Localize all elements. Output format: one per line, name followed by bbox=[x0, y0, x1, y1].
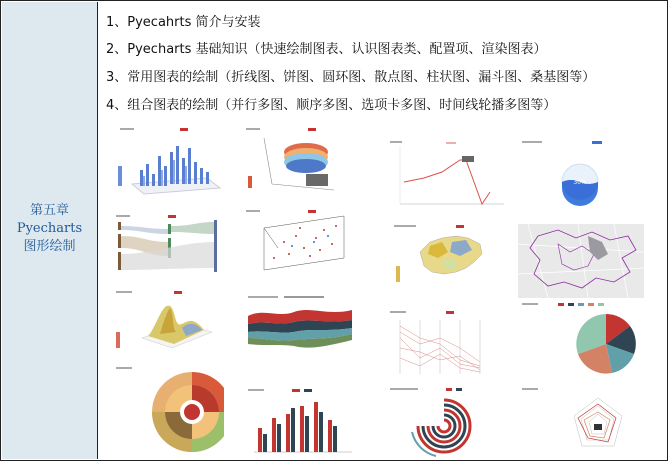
sankey-thumbnail bbox=[112, 212, 224, 282]
theme-river-thumbnail bbox=[244, 294, 356, 358]
surface-peak-thumbnail bbox=[112, 288, 224, 360]
chapter-library: Pyecharts bbox=[16, 221, 83, 236]
radar-thumbnail bbox=[518, 386, 638, 458]
item-intro: 1、Pyecahrts 简介与安装 bbox=[106, 15, 261, 30]
surface3d-thumbnail bbox=[244, 126, 354, 196]
parallel-thumbnail bbox=[386, 308, 498, 382]
item-combo-charts: 4、组合图表的绘制（并行多图、顺序多图、选项卡多图、时间线轮播多图等） bbox=[106, 98, 557, 113]
bar3d-thumbnail bbox=[112, 126, 222, 196]
chapter-cell bbox=[2, 2, 98, 459]
geo-map-thumbnail bbox=[518, 224, 644, 298]
content-cell bbox=[98, 2, 667, 459]
line-chart-thumbnail bbox=[386, 138, 508, 212]
chapter-heading bbox=[2, 202, 97, 256]
pie-thumbnail bbox=[518, 300, 638, 380]
chapter-number: 第五章 bbox=[29, 203, 69, 218]
liquid-percent-label: 30% bbox=[573, 179, 587, 186]
liquid-chart-thumbnail bbox=[518, 138, 630, 214]
sunburst-thumbnail bbox=[112, 364, 224, 458]
map-thumbnail bbox=[386, 222, 498, 294]
scatter3d-thumbnail bbox=[244, 208, 356, 280]
chapter-topic: 图形绘制 bbox=[23, 239, 76, 254]
bar-chart-thumbnail bbox=[244, 388, 356, 458]
polar-bar-thumbnail bbox=[386, 386, 498, 458]
item-basics: 2、Pyecharts 基础知识（快速绘制图表、认识图表类、配置项、渲染图表） bbox=[106, 42, 547, 57]
item-common-charts: 3、常用图表的绘制（折线图、饼图、圆环图、散点图、柱状图、漏斗图、桑基图等） bbox=[106, 70, 596, 85]
